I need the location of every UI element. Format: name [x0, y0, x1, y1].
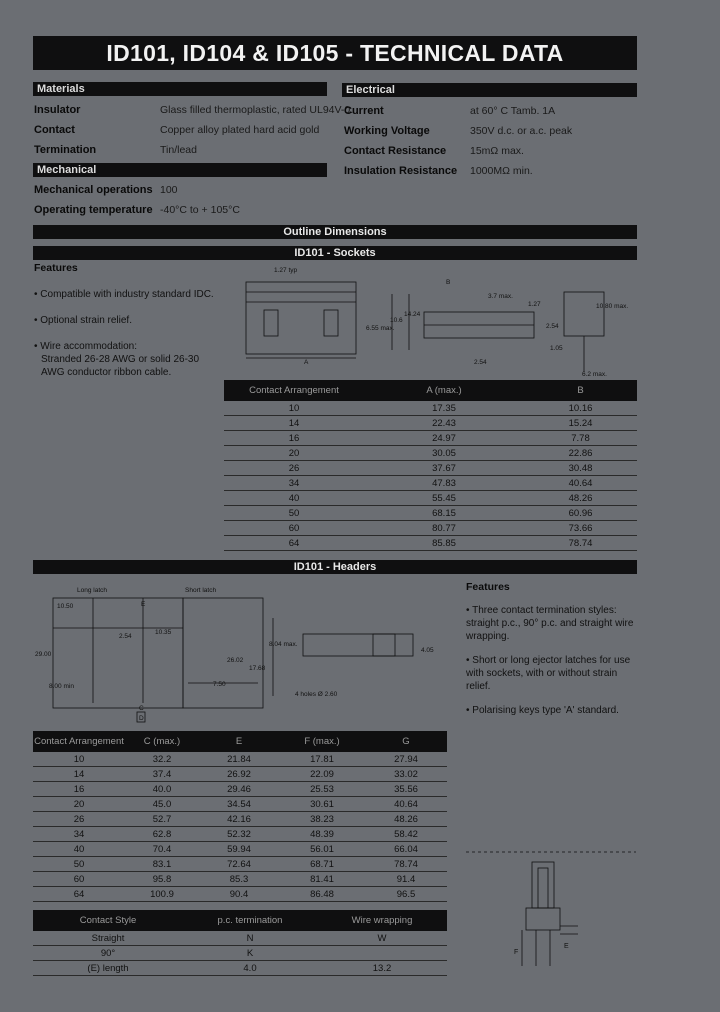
header-table-row	[33, 752, 447, 767]
mechanical-value-operations: 100	[160, 184, 178, 196]
style-table-row-cell: Straight	[33, 931, 183, 946]
header-table-row-cell: 14	[33, 767, 125, 782]
electrical-value-current: at 60° C Tamb. 1A	[470, 105, 556, 117]
header-table-row-cell: 21.84	[199, 752, 279, 767]
socket-table-row-cell: 48.26	[524, 491, 637, 506]
socket-table-row	[224, 536, 637, 551]
style-col-contact-style: Contact Style	[33, 910, 183, 931]
header-table-row	[33, 887, 447, 902]
header-table-row-cell: 48.26	[365, 812, 447, 827]
header-table-row	[33, 842, 447, 857]
page-title: ID101, ID104 & ID105 - TECHNICAL DATA	[33, 36, 637, 70]
header-label-10-50: 10.50	[57, 603, 74, 610]
style-table-row-cell: W	[317, 931, 447, 946]
sockets-feature-3-detail-b: AWG conductor ribbon cable.	[41, 367, 172, 378]
socket-table-row-cell: 37.67	[364, 461, 524, 476]
style-table-row	[33, 946, 447, 961]
header-label-4-05: 4.05	[421, 647, 434, 654]
style-table-row-cell: 90°	[33, 946, 183, 961]
header-table-row-cell: 40.64	[365, 797, 447, 812]
header-table-row-cell: 68.71	[279, 857, 365, 872]
headers-heading-bar: ID101 - Headers	[33, 560, 637, 574]
header-table-row-cell: 35.56	[365, 782, 447, 797]
socket-outline-drawing	[224, 262, 637, 380]
socket-table-row-cell: 78.74	[524, 536, 637, 551]
socket-table-row-cell: 50	[224, 506, 364, 521]
header-table-row	[33, 797, 447, 812]
header-label-short-latch: Short latch	[185, 587, 217, 594]
materials-label-insulator: Insulator	[34, 104, 81, 116]
header-table-row-cell: 70.4	[125, 842, 199, 857]
header-label-10-35: 10.35	[155, 629, 172, 636]
electrical-label-voltage: Working Voltage	[344, 125, 430, 137]
materials-value-termination: Tin/lead	[160, 144, 197, 156]
socket-table-row-cell: 64	[224, 536, 364, 551]
header-table-row	[33, 812, 447, 827]
headers-feature-2: • Short or long ejector latches for use with sockets, with or without strain relief.	[466, 655, 631, 692]
header-table-row-cell: 83.1	[125, 857, 199, 872]
header-table-row-cell: 34.54	[199, 797, 279, 812]
style-table-row-cell: (E) length	[33, 961, 183, 976]
headers-feature-1: • Three contact termination styles: straight p.c., 90° p.c. and straight wire wrapping.	[466, 605, 634, 642]
header-table-row-cell: 38.23	[279, 812, 365, 827]
socket-table-row	[224, 521, 637, 536]
sockets-feature-3-detail-a: Stranded 26-28 AWG or solid 26-30	[41, 354, 200, 365]
socket-label-14-24: 14.24	[404, 311, 421, 318]
header-table-row-cell: 72.64	[199, 857, 279, 872]
socket-col-a: A (max.)	[364, 380, 524, 401]
header-table-row-cell: 30.61	[279, 797, 365, 812]
header-label-7-50: 7.50	[213, 681, 226, 688]
header-label-29: 29.00	[35, 651, 52, 658]
header-table-row-cell: 95.8	[125, 872, 199, 887]
socket-table-row	[224, 476, 637, 491]
socket-table-row	[224, 461, 637, 476]
header-table-row-cell: 58.42	[365, 827, 447, 842]
socket-label-2-54: 2.54	[474, 359, 487, 366]
socket-table-row-cell: 60.96	[524, 506, 637, 521]
header-table-row-cell: 81.41	[279, 872, 365, 887]
header-table-row-cell: 10	[33, 752, 125, 767]
style-table-row	[33, 961, 447, 976]
outline-dimensions-bar: Outline Dimensions	[33, 225, 637, 239]
header-table-row-cell: 17.81	[279, 752, 365, 767]
header-table-row	[33, 872, 447, 887]
header-table-row-cell: 59.94	[199, 842, 279, 857]
pin-side-view-drawing	[466, 848, 636, 982]
header-table-row-cell: 64	[33, 887, 125, 902]
socket-table-row-cell: 16	[224, 431, 364, 446]
mechanical-value-temperature: -40°C to + 105°C	[160, 204, 240, 216]
header-table-row-cell: 40.0	[125, 782, 199, 797]
style-col-wire: Wire wrapping	[317, 910, 447, 931]
header-table-row-cell: 100.9	[125, 887, 199, 902]
mechanical-label-operations: Mechanical operations	[34, 184, 153, 196]
socket-table-row-cell: 26	[224, 461, 364, 476]
style-col-pc: p.c. termination	[183, 910, 317, 931]
socket-col-arrangement: Contact Arrangement	[224, 380, 364, 401]
headers-features-title: Features	[466, 581, 510, 593]
electrical-value-voltage: 350V d.c. or a.c. peak	[470, 125, 573, 137]
header-table-row-cell: 20	[33, 797, 125, 812]
socket-table-row-cell: 14	[224, 416, 364, 431]
header-label-long-latch: Long latch	[77, 587, 107, 594]
socket-table-row-cell: 85.85	[364, 536, 524, 551]
header-table-row	[33, 857, 447, 872]
socket-table-row-cell: 40.64	[524, 476, 637, 491]
materials-value-contact: Copper alloy plated hard acid gold	[160, 124, 320, 136]
header-table-row-cell: 78.74	[365, 857, 447, 872]
socket-table-row	[224, 401, 637, 416]
header-col-g: G	[365, 731, 447, 752]
socket-table-row-cell: 34	[224, 476, 364, 491]
socket-table-row-cell: 17.35	[364, 401, 524, 416]
header-dimensions-table	[33, 731, 447, 902]
electrical-label-current: Current	[344, 105, 384, 117]
socket-label-pitch: 1.27 typ	[274, 267, 298, 274]
socket-table-row-cell: 10	[224, 401, 364, 416]
header-label-d: D	[139, 715, 144, 722]
sockets-feature-2: • Optional strain relief.	[34, 315, 132, 326]
style-table-row-cell: 4.0	[183, 961, 317, 976]
socket-table-row-cell: 7.78	[524, 431, 637, 446]
header-table-row-cell: 52.32	[199, 827, 279, 842]
header-table-row-cell: 62.8	[125, 827, 199, 842]
header-col-arrangement: Contact Arrangement	[33, 731, 125, 752]
socket-table-row-cell: 40	[224, 491, 364, 506]
header-table-row-cell: 37.4	[125, 767, 199, 782]
header-table-row-cell: 33.02	[365, 767, 447, 782]
header-label-8-04: 8.04 max.	[269, 641, 298, 648]
materials-label-contact: Contact	[34, 124, 75, 136]
header-table-row-cell: 29.46	[199, 782, 279, 797]
header-table-row-cell: 50	[33, 857, 125, 872]
socket-label-2-54-right: 2.54	[546, 323, 559, 330]
materials-label-termination: Termination	[34, 144, 97, 156]
style-table-row-cell: 13.2	[317, 961, 447, 976]
header-table-row-cell: 42.16	[199, 812, 279, 827]
style-table-row	[33, 931, 447, 946]
socket-table-row	[224, 431, 637, 446]
socket-table-row-cell: 80.77	[364, 521, 524, 536]
socket-table-row	[224, 416, 637, 431]
header-table-row-cell: 26.92	[199, 767, 279, 782]
socket-table-row-cell: 15.24	[524, 416, 637, 431]
header-table-row-cell: 32.2	[125, 752, 199, 767]
socket-table-row-cell: 24.97	[364, 431, 524, 446]
pin-label-e: E	[564, 943, 569, 950]
style-table-row-cell: N	[183, 931, 317, 946]
electrical-value-contact-resistance: 15mΩ max.	[470, 145, 524, 157]
header-table-row	[33, 767, 447, 782]
socket-table-row-cell: 55.45	[364, 491, 524, 506]
materials-value-insulator: Glass filled thermoplastic, rated UL94V-0.	[160, 104, 354, 116]
mechanical-label-temperature: Operating temperature	[34, 204, 153, 216]
header-table-row-cell: 90.4	[199, 887, 279, 902]
socket-table-row-cell: 73.66	[524, 521, 637, 536]
contact-style-table	[33, 910, 447, 976]
socket-table-row-cell: 47.83	[364, 476, 524, 491]
sockets-heading-bar: ID101 - Sockets	[33, 246, 637, 260]
header-table-row-cell: 66.04	[365, 842, 447, 857]
sockets-features-title: Features	[34, 262, 78, 274]
header-table-row-cell: 96.5	[365, 887, 447, 902]
socket-dimensions-table	[224, 380, 637, 551]
materials-heading: Materials	[33, 82, 327, 96]
header-table-row-cell: 27.94	[365, 752, 447, 767]
socket-table-row-cell: 22.43	[364, 416, 524, 431]
socket-table-row-cell: 22.86	[524, 446, 637, 461]
header-table-row-cell: 22.09	[279, 767, 365, 782]
style-table-row-cell	[317, 946, 447, 961]
socket-label-1-27: 1.27	[528, 301, 541, 308]
header-table-row	[33, 827, 447, 842]
header-col-f: F (max.)	[279, 731, 365, 752]
style-table-row-cell: K	[183, 946, 317, 961]
header-outline-drawing	[33, 578, 450, 724]
socket-label-10-6: 10.6	[390, 317, 403, 324]
sockets-feature-1: • Compatible with industry standard IDC.	[34, 289, 214, 300]
socket-label-b: B	[446, 279, 451, 286]
socket-table-row-cell: 30.48	[524, 461, 637, 476]
electrical-label-contact-resistance: Contact Resistance	[344, 145, 447, 157]
header-table-row	[33, 782, 447, 797]
electrical-label-insulation-resistance: Insulation Resistance	[344, 165, 458, 177]
header-table-row-cell: 85.3	[199, 872, 279, 887]
header-table-row-cell: 40	[33, 842, 125, 857]
header-table-row-cell: 56.01	[279, 842, 365, 857]
header-label-e: E	[141, 601, 146, 608]
socket-table-row	[224, 446, 637, 461]
socket-table-row-cell: 10.16	[524, 401, 637, 416]
header-table-row-cell: 48.39	[279, 827, 365, 842]
socket-label-6-2: 6.2 max.	[582, 371, 607, 378]
header-col-c: C (max.)	[125, 731, 199, 752]
header-table-row-cell: 91.4	[365, 872, 447, 887]
header-table-row-cell: 60	[33, 872, 125, 887]
header-table-row-cell: 45.0	[125, 797, 199, 812]
socket-table-row-cell: 60	[224, 521, 364, 536]
electrical-value-insulation-resistance: 1000MΩ min.	[470, 165, 533, 177]
header-label-holes: 4 holes Ø 2.60	[295, 691, 338, 698]
sockets-feature-3: • Wire accommodation:	[34, 341, 137, 352]
electrical-heading: Electrical	[342, 83, 637, 97]
socket-table-row-cell: 30.05	[364, 446, 524, 461]
header-label-17-68: 17.68	[249, 665, 266, 672]
headers-feature-3: • Polarising keys type 'A' standard.	[466, 705, 619, 716]
socket-table-row-cell: 68.15	[364, 506, 524, 521]
socket-label-6-55: 6.55 max.	[366, 325, 395, 332]
socket-col-b: B	[524, 380, 637, 401]
header-table-row-cell: 26	[33, 812, 125, 827]
socket-label-1-05: 1.05	[550, 345, 563, 352]
socket-table-row	[224, 506, 637, 521]
socket-label-a: A	[304, 359, 309, 366]
socket-label-10-80: 10.80 max.	[596, 303, 629, 310]
header-col-e: E	[199, 731, 279, 752]
header-label-2-54: 2.54	[119, 633, 132, 640]
header-label-c: C	[139, 705, 144, 712]
header-table-row-cell: 25.53	[279, 782, 365, 797]
header-table-row-cell: 16	[33, 782, 125, 797]
socket-table-row-cell: 20	[224, 446, 364, 461]
socket-label-3-7: 3.7 max.	[488, 293, 513, 300]
header-table-row-cell: 86.48	[279, 887, 365, 902]
mechanical-heading: Mechanical	[33, 163, 327, 177]
header-label-26-02: 26.02	[227, 657, 244, 664]
header-label-8-min: 8.00 min	[49, 683, 74, 690]
pin-label-f: F	[514, 949, 519, 956]
header-table-row-cell: 34	[33, 827, 125, 842]
header-table-row-cell: 52.7	[125, 812, 199, 827]
socket-table-row	[224, 491, 637, 506]
